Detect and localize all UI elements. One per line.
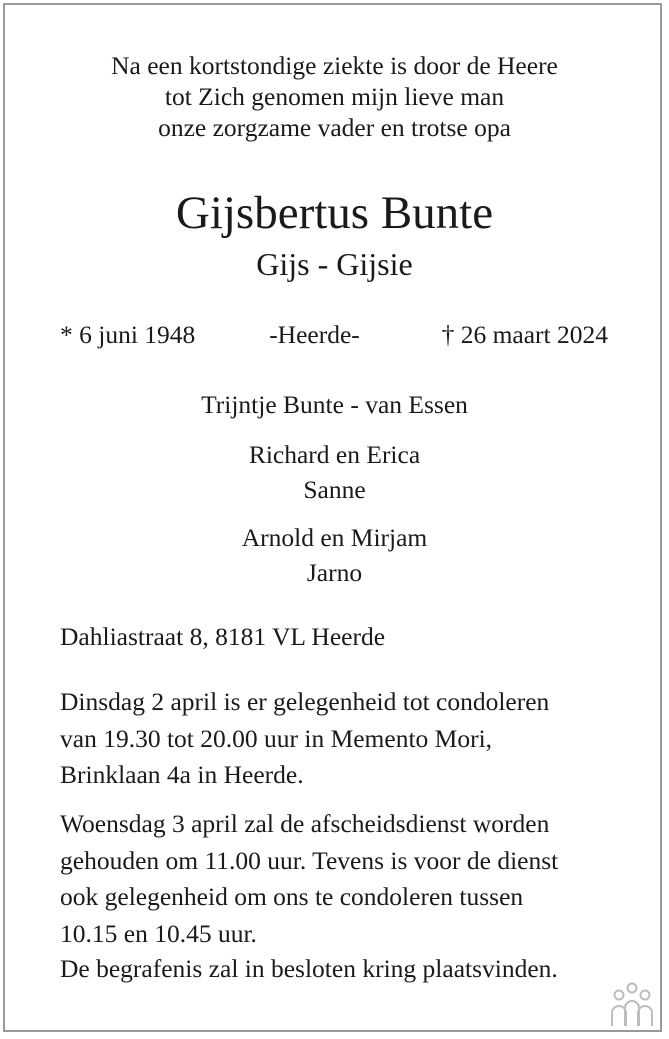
family-member: Trijntje Bunte - van Essen [201,390,468,419]
paragraph-line: van 19.30 tot 20.00 uur in Memento Mori, [60,723,493,753]
intro-text [0,50,669,143]
family-group-child [0,437,669,507]
deceased-nickname: Gijs - Gijsie [256,246,413,282]
family-member: Richard en Erica [248,440,421,469]
intro-line: Na een kortstondige ziekte is door de Heere [111,51,558,80]
service-paragraph [60,806,611,952]
family-member: Arnold en Mirjam [241,523,428,552]
family-group-spouse [0,387,669,422]
family-member: Sanne [303,475,366,504]
paragraph-line: Brinklaan 4a in Heerde. [60,760,304,789]
deceased-name: Gijsbertus Bunte [175,187,494,239]
people-group-icon [607,982,657,1028]
correspondence-address: Dahliastraat 8, 8181 VL Heerde [60,622,386,651]
paragraph-line: ook gelegenheid om ons te condoleren tussen [60,882,524,911]
family-member: Jarno [306,558,363,587]
paragraph-line: Woensdag 3 april zal de afscheidsdienst worden [60,809,550,838]
birth-date: * 6 juni 1948 [60,320,196,349]
paragraph-line: De begrafenis zal in besloten kring plaatsvinden. [60,954,558,983]
place-of-residence: -Heerde- [269,320,360,349]
intro-line: tot Zich genomen mijn lieve man [164,82,505,111]
paragraph-line: 10.15 en 10.45 uur. [60,918,257,948]
death-date: † 26 maart 2024 [441,320,608,349]
burial-paragraph [60,951,611,988]
paragraph-line: Dinsdag 2 april is er gelegenheid tot condoleren [60,687,550,716]
intro-line: onze zorgzame vader en trotse opa [158,113,511,142]
condolence-paragraph [60,684,611,794]
family-group-child [0,520,669,590]
paragraph-line: gehouden om 11.00 uur. Tevens is voor de dienst [60,845,559,875]
